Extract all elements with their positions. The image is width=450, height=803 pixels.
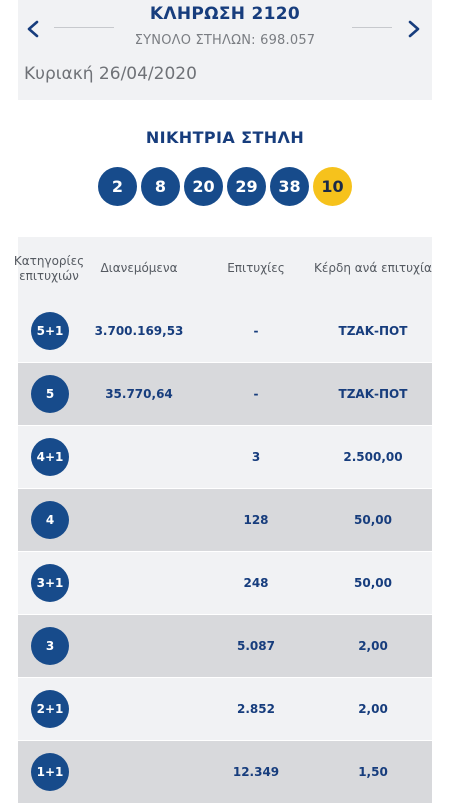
prize-table (13, 237, 432, 803)
draw-title: ΚΛΗΡΩΣΗ 2120 (149, 4, 301, 24)
header-winners: Επιτυχίες (227, 261, 285, 275)
prize-cell: ΤΖΑΚ-ΠΟΤ (338, 324, 408, 338)
winners-cell: - (253, 324, 259, 338)
distributed-cell (80, 552, 198, 614)
table-header (13, 237, 432, 300)
category-badge: 2+1 (31, 690, 69, 728)
divider-line-right (352, 27, 392, 28)
prize-cell: 50,00 (354, 576, 392, 590)
distributed-cell (80, 678, 198, 740)
winning-column-title: ΝΙΚΗΤΡΙΑ ΣΤΗΛΗ (145, 128, 305, 147)
table-row (18, 300, 432, 362)
table-row (18, 678, 432, 740)
table-row (18, 363, 432, 425)
draw-date: Κυριακή 26/04/2020 (24, 64, 197, 84)
draw-header (18, 0, 432, 100)
header-category-line2: επιτυχιών (19, 268, 79, 283)
winners-cell: 2.852 (237, 702, 275, 716)
prize-cell: 2,00 (358, 639, 388, 653)
next-draw-button[interactable] (403, 18, 425, 40)
header-category (13, 237, 85, 300)
table-row (18, 615, 432, 677)
divider-line-left (54, 27, 114, 28)
table-row (18, 552, 432, 614)
header-distributed: Διανεμόμενα (100, 261, 178, 275)
prize-cell: 1,50 (358, 765, 388, 779)
category-badge: 3 (31, 627, 69, 665)
number-ball: 20 (184, 167, 223, 206)
category-badge: 1+1 (31, 753, 69, 791)
distributed-cell (80, 426, 198, 488)
distributed-cell (80, 615, 198, 677)
table-row (18, 741, 432, 803)
winners-cell: - (253, 387, 259, 401)
table-row (18, 426, 432, 488)
header-category-line1: Κατηγορίες (13, 253, 85, 268)
prize-cell: 50,00 (354, 513, 392, 527)
winners-cell: 5.087 (237, 639, 275, 653)
number-ball: 2 (98, 167, 137, 206)
distributed-cell (80, 741, 198, 803)
number-ball: 8 (141, 167, 180, 206)
category-badge: 5+1 (31, 312, 69, 350)
distributed-cell: 3.700.169,53 (94, 324, 184, 338)
distributed-cell: 35.770,64 (105, 387, 173, 401)
prize-cell: 2,00 (358, 702, 388, 716)
category-badge: 5 (31, 375, 69, 413)
total-columns: ΣΥΝΟΛΟ ΣΤΗΛΩΝ: 698.057 (134, 33, 316, 48)
header-prize: Κέρδη ανά επιτυχία (314, 261, 432, 275)
table-row (18, 489, 432, 551)
number-ball: 38 (270, 167, 309, 206)
winners-cell: 248 (243, 576, 269, 590)
number-ball: 29 (227, 167, 266, 206)
prize-cell: ΤΖΑΚ-ΠΟΤ (338, 387, 408, 401)
chevron-right-icon (407, 20, 421, 38)
category-badge: 4 (31, 501, 69, 539)
prize-cell: 2.500,00 (343, 450, 403, 464)
winning-numbers (0, 167, 450, 206)
distributed-cell (80, 489, 198, 551)
winners-cell: 12.349 (232, 765, 280, 779)
category-badge: 3+1 (31, 564, 69, 602)
category-badge: 4+1 (31, 438, 69, 476)
bonus-ball: 10 (313, 167, 352, 206)
winners-cell: 3 (251, 450, 261, 464)
winners-cell: 128 (243, 513, 269, 527)
